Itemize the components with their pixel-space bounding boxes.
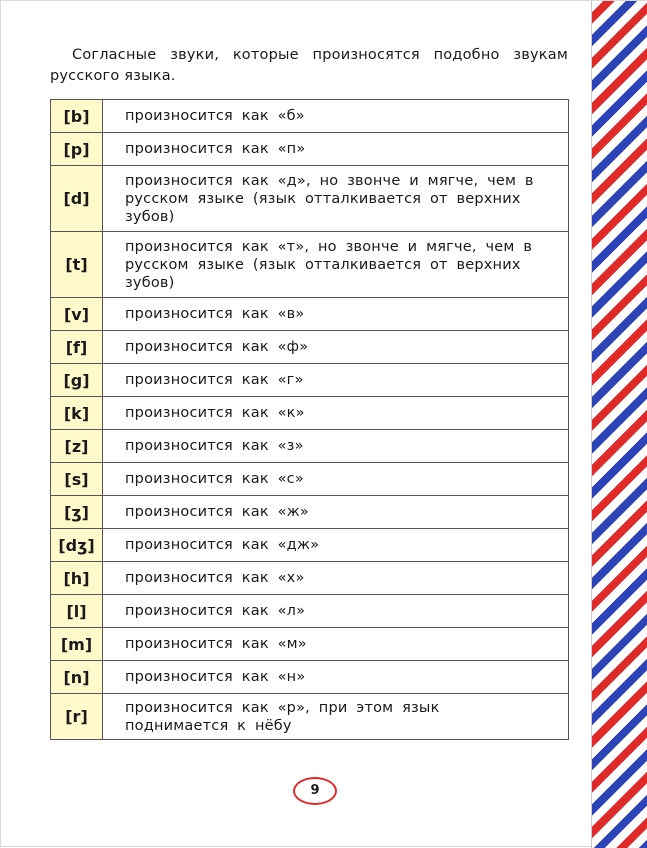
sound-symbol: [p]	[51, 133, 103, 166]
table-row	[51, 463, 569, 496]
sound-symbol: [k]	[51, 397, 103, 430]
sound-symbol: [ʒ]	[51, 496, 103, 529]
sound-symbol: [b]	[51, 100, 103, 133]
table-row	[51, 166, 569, 232]
sound-symbol: [m]	[51, 628, 103, 661]
pronunciation-description: произносится как «р», при этом язык поднимается к нёбу	[103, 694, 569, 740]
sound-symbol: [v]	[51, 298, 103, 331]
sound-symbol: [t]	[51, 232, 103, 298]
decorative-stripes	[591, 1, 647, 848]
pronunciation-description: произносится как «л»	[103, 595, 569, 628]
table-row	[51, 562, 569, 595]
pronunciation-description: произносится как «п»	[103, 133, 569, 166]
table-row	[51, 364, 569, 397]
sound-symbol: [z]	[51, 430, 103, 463]
pronunciation-description: произносится как «з»	[103, 430, 569, 463]
pronunciation-description: произносится как «т», но звонче и мягче, чем в русском языке (язык отталкивается от верхних зубов)	[103, 232, 569, 298]
table-row	[51, 628, 569, 661]
sound-symbol: [d]	[51, 166, 103, 232]
pronunciation-description: произносится как «х»	[103, 562, 569, 595]
sound-symbol: [l]	[51, 595, 103, 628]
sound-symbol: [h]	[51, 562, 103, 595]
sound-symbol: [s]	[51, 463, 103, 496]
pronunciation-description: произносится как «ф»	[103, 331, 569, 364]
sound-symbol: [g]	[51, 364, 103, 397]
table-row	[51, 661, 569, 694]
table-row	[51, 133, 569, 166]
sound-symbol: [n]	[51, 661, 103, 694]
table-row	[51, 529, 569, 562]
table-row	[51, 298, 569, 331]
sound-symbol: [r]	[51, 694, 103, 740]
consonant-sounds-table	[50, 99, 569, 740]
table-row	[51, 100, 569, 133]
pronunciation-description: произносится как «ж»	[103, 496, 569, 529]
intro-text: Согласные звуки, которые произносятся подобно звукам русского языка.	[50, 47, 568, 84]
table-row	[51, 496, 569, 529]
sound-symbol: [dʒ]	[51, 529, 103, 562]
pronunciation-description: произносится как «в»	[103, 298, 569, 331]
pronunciation-description: произносится как «с»	[103, 463, 569, 496]
table-body	[51, 100, 569, 740]
table-row	[51, 397, 569, 430]
pronunciation-description: произносится как «н»	[103, 661, 569, 694]
table-row	[51, 595, 569, 628]
pronunciation-description: произносится как «б»	[103, 100, 569, 133]
pronunciation-description: произносится как «к»	[103, 397, 569, 430]
pronunciation-description: произносится как «д», но звонче и мягче, чем в русском языке (язык отталкивается от верхних зубов)	[103, 166, 569, 232]
sound-symbol: [f]	[51, 331, 103, 364]
intro-paragraph	[50, 45, 568, 87]
table-row	[51, 430, 569, 463]
table-row	[51, 232, 569, 298]
page-number: 9	[293, 777, 337, 805]
pronunciation-description: произносится как «дж»	[103, 529, 569, 562]
pronunciation-description: произносится как «г»	[103, 364, 569, 397]
pronunciation-description: произносится как «м»	[103, 628, 569, 661]
table-row	[51, 694, 569, 740]
table-row	[51, 331, 569, 364]
